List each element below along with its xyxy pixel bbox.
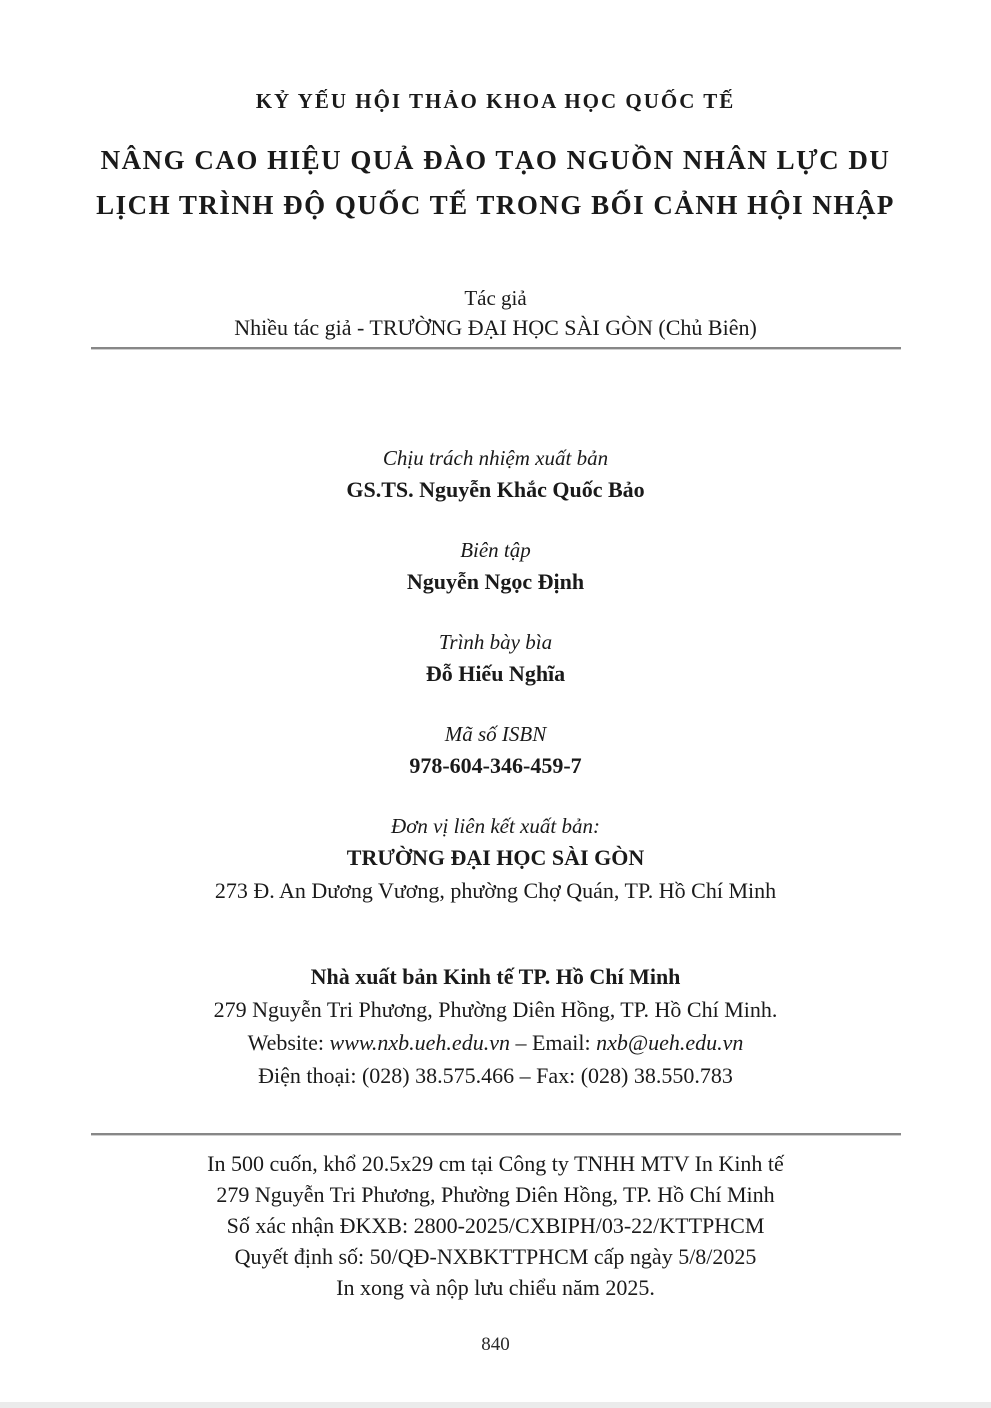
book-title-line-1: NÂNG CAO HIỆU QUẢ ĐÀO TẠO NGUỒN NHÂN LỰC DU [100, 145, 891, 175]
book-title [0, 138, 991, 228]
page-number: 840 [481, 1334, 510, 1355]
credit-isbn [0, 719, 991, 782]
credit-label: Trình bày bìa [438, 630, 553, 654]
publisher-name: Nhà xuất bản Kinh tế TP. Hồ Chí Minh [310, 964, 681, 989]
credits-section [0, 443, 991, 782]
partner-address: 273 Đ. An Dương Vương, phường Chợ Quán, TP. Hồ Chí Minh [214, 878, 777, 903]
credit-editor [0, 535, 991, 598]
print-info-line: 279 Nguyễn Tri Phương, Phường Diên Hồng, TP. Hồ Chí Minh [216, 1182, 775, 1207]
credit-responsible-publisher [0, 443, 991, 506]
credit-name: Nguyễn Ngọc Định [406, 569, 585, 594]
print-info-line: In 500 cuốn, khổ 20.5x29 cm tại Công ty TNHH MTV In Kinh tế [207, 1151, 784, 1176]
author-label: Tác giả [464, 286, 527, 310]
publisher-phone-fax-line: Điện thoại: (028) 38.575.466 – Fax: (028) 38.550.783 [258, 1063, 733, 1088]
website-label: Website: [247, 1030, 330, 1055]
partner-name: TRƯỜNG ĐẠI HỌC SÀI GÒN [346, 845, 645, 870]
print-info-line: Số xác nhận ĐKXB: 2800-2025/CXBIPH/03-22/KTTPHCM [226, 1213, 765, 1238]
divider-top [91, 347, 901, 349]
series-title: KỶ YẾU HỘI THẢO KHOA HỌC QUỐC TẾ [255, 89, 736, 113]
scan-edge-artifact [0, 1402, 991, 1408]
author-value: Nhiều tác giả - TRƯỜNG ĐẠI HỌC SÀI GÒN (Chủ Biên) [234, 315, 757, 340]
book-title-line-2: LỊCH TRÌNH ĐỘ QUỐC TẾ TRONG BỐI CẢNH HỘI NHẬP [96, 190, 895, 220]
publisher-web-email-line [0, 1026, 991, 1059]
email-label: – Email: [509, 1030, 597, 1055]
isbn-number: 978-604-346-459-7 [409, 753, 582, 778]
publisher-section [0, 960, 991, 1092]
credit-cover-design [0, 627, 991, 690]
credit-name: Đỗ Hiếu Nghĩa [425, 661, 566, 686]
divider-bottom [91, 1133, 901, 1135]
credit-name: GS.TS. Nguyễn Khắc Quốc Bảo [346, 477, 645, 502]
partner-label: Đơn vị liên kết xuất bản: [391, 814, 600, 838]
partner-section [0, 811, 991, 907]
website-url: www.nxb.ueh.edu.vn [329, 1030, 510, 1055]
email-address: nxb@ueh.edu.vn [596, 1030, 744, 1055]
print-info-line: In xong và nộp lưu chiểu năm 2025. [336, 1275, 655, 1300]
publisher-address: 279 Nguyễn Tri Phương, Phường Diên Hồng, TP. Hồ Chí Minh. [213, 997, 778, 1022]
credit-label: Chịu trách nhiệm xuất bản [382, 446, 609, 470]
credit-label: Biên tập [460, 538, 531, 562]
isbn-label: Mã số ISBN [444, 722, 547, 746]
print-info-section [0, 1148, 991, 1303]
print-info-line: Quyết định số: 50/QĐ-NXBKTTPHCM cấp ngày 5/8/2025 [234, 1244, 757, 1269]
